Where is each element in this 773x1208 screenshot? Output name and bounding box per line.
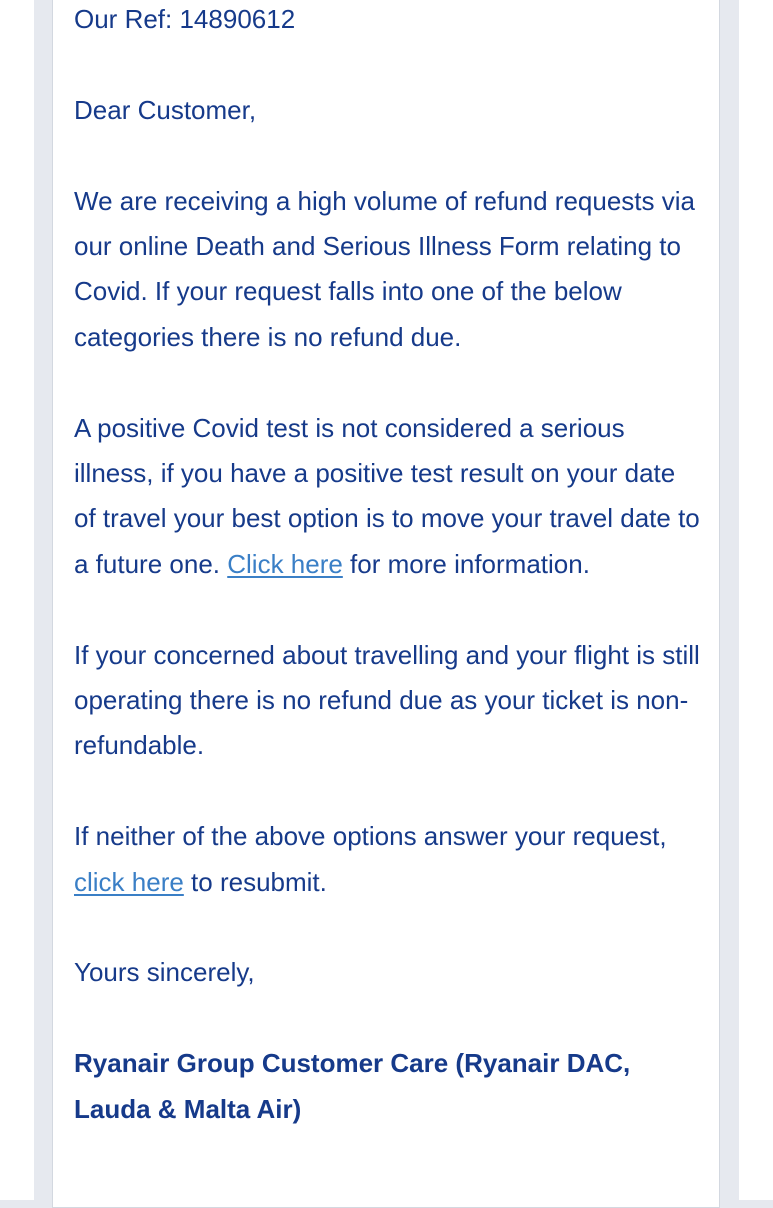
signature: Ryanair Group Customer Care (Ryanair DAC, Lauda & Malta Air) [74,1048,631,1124]
paragraph-resubmit-tail: to resubmit. [183,866,327,897]
more-info-link[interactable]: Click here [227,548,343,579]
email-card [52,0,720,1208]
right-margin [739,0,773,1200]
resubmit-link[interactable]: click here [74,866,184,897]
closing: Yours sincerely, [74,957,255,988]
email-body [74,0,704,1132]
paragraph-non-refundable: If your concerned about travelling and your flight is still operating there is no refund due as your ticket is non-refundable. [74,639,700,761]
paragraph-resubmit-text: If neither of the above options answer your request, [74,821,667,852]
paragraph-high-volume: We are receiving a high volume of refund requests via our online Death and Serious Illness Form relating to Covid. If your request falls into one of the below categories there is no refund due. [74,185,695,352]
paragraph-covid-test-tail: for more information. [342,548,590,579]
paragraph-resubmit [74,814,704,905]
paragraph-covid-test [74,406,704,588]
reference-number: Our Ref: 14890612 [74,4,296,34]
paragraph-covid-test-text: A positive Covid test is not considered a serious illness, if you have a positive test result on your date of travel your best option is to move your travel date to a future one. [74,412,700,579]
left-margin [0,0,34,1200]
greeting: Dear Customer, [74,94,257,125]
